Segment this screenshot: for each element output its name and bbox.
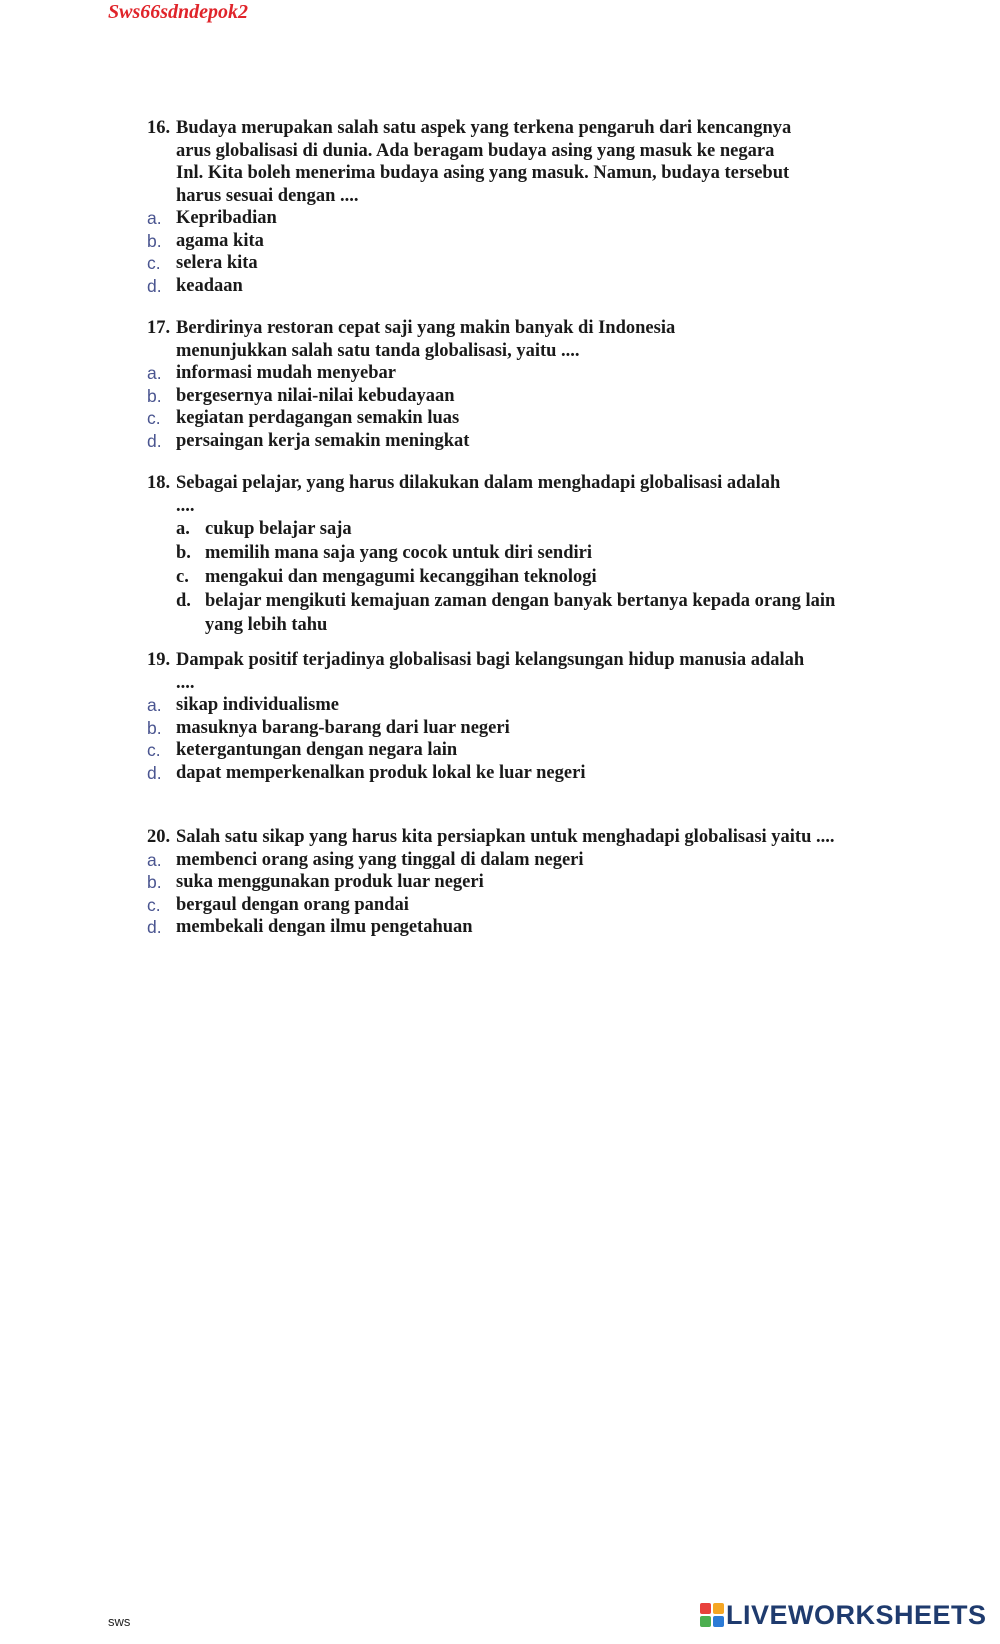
option-b[interactable] [147,871,907,894]
question-number: 16. [147,118,171,138]
option-b[interactable] [147,541,907,565]
option-b[interactable] [147,717,907,740]
question-17 [147,317,907,452]
question-line: .... [176,495,195,516]
brand-name: LIVEWORKSHEETS [726,1599,987,1630]
option-c[interactable] [147,565,907,589]
option-text: informasi mudah menyebar [176,363,396,383]
option-letter: a. [147,208,162,228]
liveworksheets-logo[interactable] [700,1600,987,1630]
option-text: bergesernya nilai-nilai kebudayaan [176,385,455,406]
option-text: membenci orang asing yang tinggal di dalam negeri [176,849,584,870]
question-number: 17. [147,318,171,338]
option-c[interactable] [147,407,907,430]
question-line: Berdirinya restoran cepat saji yang makin banyak di Indonesia [176,318,676,338]
question-text [147,472,907,517]
question-line: Sebagai pelajar, yang harus dilakukan dalam menghadapi globalisasi adalah [176,473,781,493]
option-text: ketergantungan dengan negara lain [176,740,458,760]
question-18 [147,472,907,637]
question-line: arus globalisasi di dunia. Ada beragam budaya asing yang masuk ke negara [176,140,775,161]
option-d[interactable] [147,430,907,453]
option-letter: a. [176,519,190,539]
option-text: cukup belajar saja [205,519,352,539]
question-text [147,117,907,207]
option-text: suka menggunakan produk luar negeri [176,872,484,892]
option-text: Kepribadian [176,208,277,228]
question-line: .... [176,672,195,693]
option-a[interactable] [147,362,907,385]
option-text: persaingan kerja semakin meningkat [176,430,470,451]
question-line: menunjukkan salah satu tanda globalisasi, yaitu .... [176,340,580,361]
option-text: mengakui dan mengagumi kecanggihan teknologi [205,567,597,587]
option-d[interactable] [147,916,907,939]
option-c[interactable] [147,894,907,917]
option-letter: d. [147,762,162,783]
option-b[interactable] [147,385,907,408]
option-c[interactable] [147,252,907,275]
option-text: masuknya barang-barang dari luar negeri [176,717,510,738]
option-letter: c. [147,408,161,428]
option-letter: b. [147,872,162,892]
option-letter: a. [147,695,162,715]
option-text: belajar mengikuti kemajuan zaman dengan banyak bertanya kepada orang lain [205,591,836,611]
option-letter: d. [176,591,191,611]
question-20 [147,826,907,939]
question-19 [147,649,907,784]
option-letter: a. [147,849,162,870]
question-text [147,649,907,694]
question-list [147,117,907,939]
question-number: 18. [147,473,171,493]
option-letter: d. [147,275,162,296]
option-letter: c. [147,740,161,760]
option-text: membekali dengan ilmu pengetahuan [176,917,473,937]
option-a[interactable] [147,849,907,872]
question-line: Inl. Kita boleh menerima budaya asing yang masuk. Namun, budaya tersebut [176,163,790,183]
option-letter: c. [147,894,161,915]
option-text: selera kita [176,253,258,273]
question-text [147,826,907,849]
question-number: 19. [147,650,171,670]
option-text: dapat memperkenalkan produk lokal ke luar negeri [176,762,586,783]
question-text [147,317,907,362]
watermark: Sws66sdndepok2 [108,1,249,23]
option-letter: d. [147,430,162,451]
option-text-continued: yang lebih tahu [205,615,328,635]
logo-square-2 [713,1603,724,1614]
question-16 [147,117,907,297]
logo-square-3 [700,1616,711,1627]
option-c[interactable] [147,739,907,762]
logo-square-4 [713,1616,724,1627]
option-a[interactable] [147,694,907,717]
option-letter: d. [147,917,162,937]
option-letter: b. [147,717,162,738]
option-a[interactable] [147,517,907,541]
option-b[interactable] [147,230,907,253]
question-line: harus sesuai dengan .... [176,185,359,206]
option-text: sikap individualisme [176,695,339,715]
option-letter: b. [176,543,191,563]
option-letter: b. [147,230,162,251]
option-text: keadaan [176,275,243,296]
question-number: 20. [147,827,171,847]
logo-square-1 [700,1603,711,1614]
option-letter: c. [147,253,161,273]
liveworksheets-icon [700,1603,724,1627]
footer-text: sws [108,1614,131,1629]
option-text: agama kita [176,230,264,251]
question-line: Salah satu sikap yang harus kita persiapkan untuk menghadapi globalisasi yaitu .... [176,827,835,847]
question-line: Budaya merupakan salah satu aspek yang terkena pengaruh dari kencangnya [176,118,792,138]
option-a[interactable] [147,207,907,230]
option-text: memilih mana saja yang cocok untuk diri sendiri [205,543,593,563]
option-d[interactable] [147,589,907,637]
option-text: bergaul dengan orang pandai [176,894,409,915]
option-text: kegiatan perdagangan semakin luas [176,408,460,428]
option-letter: a. [147,363,162,383]
question-line: Dampak positif terjadinya globalisasi bagi kelangsungan hidup manusia adalah [176,650,805,670]
option-letter: b. [147,385,162,406]
option-d[interactable] [147,275,907,298]
option-d[interactable] [147,762,907,785]
option-letter: c. [176,567,189,587]
